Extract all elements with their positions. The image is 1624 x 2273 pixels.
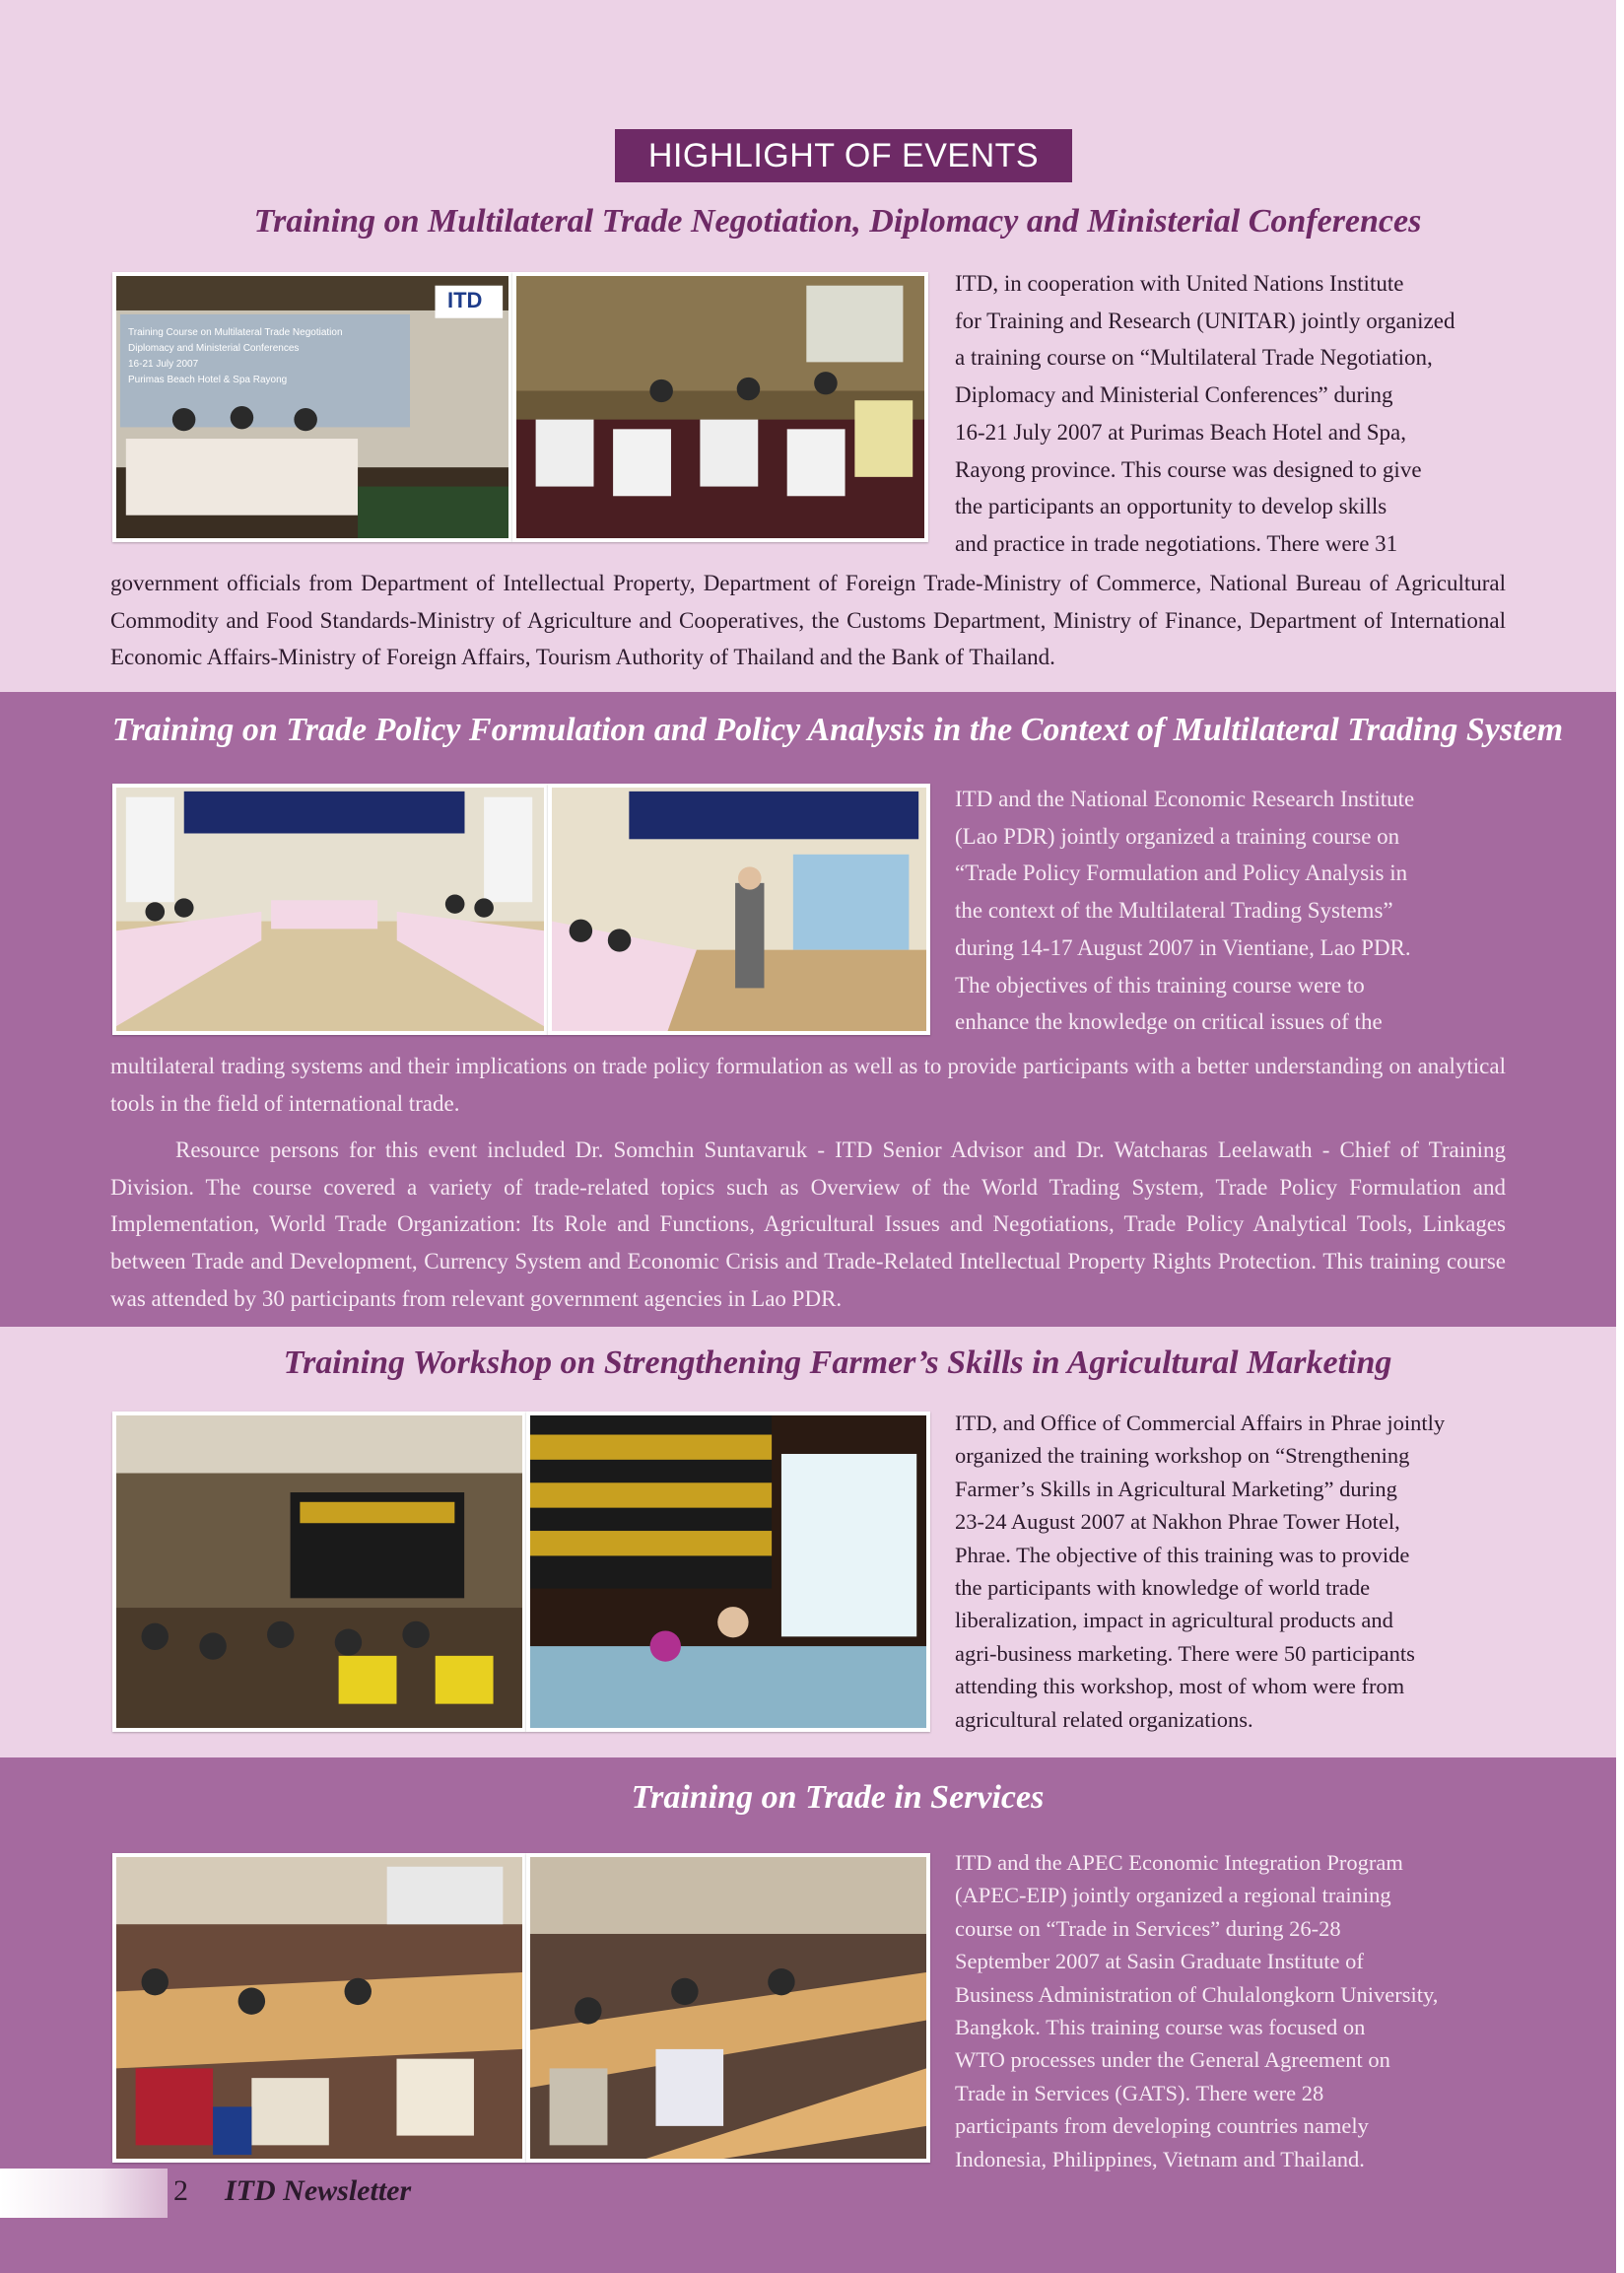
photo-panel-presenter xyxy=(548,784,930,1035)
section2-side-line-7: enhance the knowledge on critical issues of the xyxy=(955,1009,1383,1035)
page-header-title: HIGHLIGHT OF EVENTS xyxy=(615,129,1072,182)
section4-side-line-1: ITD and the APEC Economic Integration Program xyxy=(955,1850,1403,1875)
section-title-trade-policy: Training on Trade Policy Formulation and Policy Analysis in the Context of Multilateral Trading System xyxy=(111,712,1564,748)
section2-side-line-3: “Trade Policy Formulation and Policy Analysis in xyxy=(955,861,1408,886)
section2-side-line-6: The objectives of this training course were to xyxy=(955,972,1365,998)
section2-side-text xyxy=(955,781,1506,1041)
section2-body-text: multilateral trading systems and their implications on trade policy formulation as well as to provide participants with a better understanding on analytical tools in the field of international trade. xyxy=(110,1054,1506,1116)
section1-side-line-2: for Training and Research (UNITAR) jointly organized xyxy=(955,308,1455,333)
section4-side-line-7: WTO processes under the General Agreement on xyxy=(955,2047,1390,2073)
section2-side-line-2: (Lao PDR) jointly organized a training course on xyxy=(955,823,1400,849)
photo-panel-workshop-audience xyxy=(112,1412,526,1732)
photo-banner-line-4: Purimas Beach Hotel & Spa Rayong xyxy=(128,375,288,385)
section1-side-line-1: ITD, in cooperation with United Nations Institute xyxy=(955,271,1404,296)
section1-side-line-3: a training course on “Multilateral Trade Negotiation, xyxy=(955,345,1433,371)
photo-panel-services-class xyxy=(112,1853,526,2163)
section3-side-line-10: agricultural related organizations. xyxy=(955,1706,1253,1732)
photo-panel-classroom xyxy=(512,272,928,542)
section1-body-text: government officials from Department of Intellectual Property, Department of Foreign Trade-Ministry of Commerce, National Bureau of Agricultural Commodity and Food Standards-Ministry of Agriculture and Cooperatives, the Customs Department, Ministry of Finance, Department of International Economic Affairs-Ministry of Foreign Affairs, Tourism Authority of Thailand and the Bank of Thailand. xyxy=(110,571,1506,670)
section3-side-line-7: liberalization, impact in agricultural products and xyxy=(955,1608,1393,1633)
section4-side-line-6: Bangkok. This training course was focused on xyxy=(955,2015,1366,2040)
section4-side-text xyxy=(955,1846,1506,2175)
section3-side-line-6: the participants with knowledge of world trade xyxy=(955,1575,1371,1601)
section1-side-text xyxy=(955,265,1506,563)
photo-banner-line-2: Diplomacy and Ministerial Conferences xyxy=(128,343,300,354)
section3-side-line-4: 23-24 August 2007 at Nakhon Phrae Tower Hotel, xyxy=(955,1509,1400,1535)
footer-bar xyxy=(0,2169,168,2218)
section1-side-line-7: the participants an opportunity to develop skills xyxy=(955,494,1387,519)
section4-side-line-2: (APEC-EIP) jointly organized a regional training xyxy=(955,1883,1391,1908)
section3-side-text xyxy=(955,1407,1506,1736)
section4-side-line-8: Trade in Services (GATS). There were 28 xyxy=(955,2080,1324,2105)
section3-side-line-9: attending this workshop, most of whom were from xyxy=(955,1674,1405,1699)
section3-side-line-5: Phrae. The objective of this training was to provide xyxy=(955,1542,1410,1567)
section3-side-line-2: organized the training workshop on “Strengthening xyxy=(955,1443,1410,1469)
section3-side-line-3: Farmer’s Skills in Agricultural Marketing” during xyxy=(955,1476,1397,1501)
section4-side-line-10: Indonesia, Philippines, Vietnam and Thailand. xyxy=(955,2146,1365,2171)
photo-itd-logo: ITD xyxy=(447,288,483,312)
section4-side-line-3: course on “Trade in Services” during 26-28 xyxy=(955,1915,1341,1941)
section2-side-line-5: during 14-17 August 2007 in Vientiane, Lao PDR. xyxy=(955,934,1411,960)
photo-panel-services-room xyxy=(526,1853,930,2163)
section4-side-line-5: Business Administration of Chulalongkorn University, xyxy=(955,1981,1439,2007)
section4-side-line-9: participants from developing countries namely xyxy=(955,2113,1369,2139)
section2-side-line-4: the context of the Multilateral Trading Systems” xyxy=(955,898,1393,924)
section3-side-line-1: ITD, and Office of Commercial Affairs in Phrae jointly xyxy=(955,1411,1446,1435)
section1-side-line-6: Rayong province. This course was designed to give xyxy=(955,456,1422,482)
page-number: 2 xyxy=(173,2174,188,2207)
photo-panel-meeting-room xyxy=(112,784,548,1035)
section3-side-line-8: agri-business marketing. There were 50 participants xyxy=(955,1640,1415,1666)
photo-panel-workshop-speaker xyxy=(526,1412,930,1732)
section-title-multilateral: Training on Multilateral Trade Negotiation, Diplomacy and Ministerial Conferences xyxy=(253,203,1422,240)
section2-body-text-2: Resource persons for this event included Dr. Somchin Suntavaruk - ITD Senior Advisor and Dr. Watcharas Leelawath - Chief of Training Division. The course covered a variety of trade-related topics such as Overview of the World Trading System, Trade Policy Formulation and Implementation, World Trade Organization: Its Role and Functions, Agricultural Issues and Negotiations, Trade Policy Analytical Tools, Linkages between Trade and Development, Currency System and Economic Crisis and Trade-Related Intellectual Property Rights Protection. This training course was attended by 30 participants from relevant government agencies in Lao PDR. xyxy=(110,1137,1506,1311)
section-title-trade-in-services: Training on Trade in Services xyxy=(631,1779,1045,1816)
section1-side-line-5: 16-21 July 2007 at Purimas Beach Hotel and Spa, xyxy=(955,419,1407,445)
photo-banner-line-1: Training Course on Multilateral Trade Negotiation xyxy=(128,327,343,338)
section4-side-line-4: September 2007 at Sasin Graduate Institute of xyxy=(955,1949,1364,1974)
section1-side-line-4: Diplomacy and Ministerial Conferences” during xyxy=(955,382,1393,408)
photo-panel-speakers xyxy=(112,272,512,542)
section2-side-line-1: ITD and the National Economic Research Institute xyxy=(955,787,1415,811)
footer-publication-title: ITD Newsletter xyxy=(225,2174,412,2207)
photo-banner-line-3: 16-21 July 2007 xyxy=(128,359,199,370)
section-title-farmer-skills: Training Workshop on Strengthening Farmer’s Skills in Agricultural Marketing xyxy=(283,1344,1392,1381)
section1-side-line-8: and practice in trade negotiations. There were 31 xyxy=(955,530,1398,556)
